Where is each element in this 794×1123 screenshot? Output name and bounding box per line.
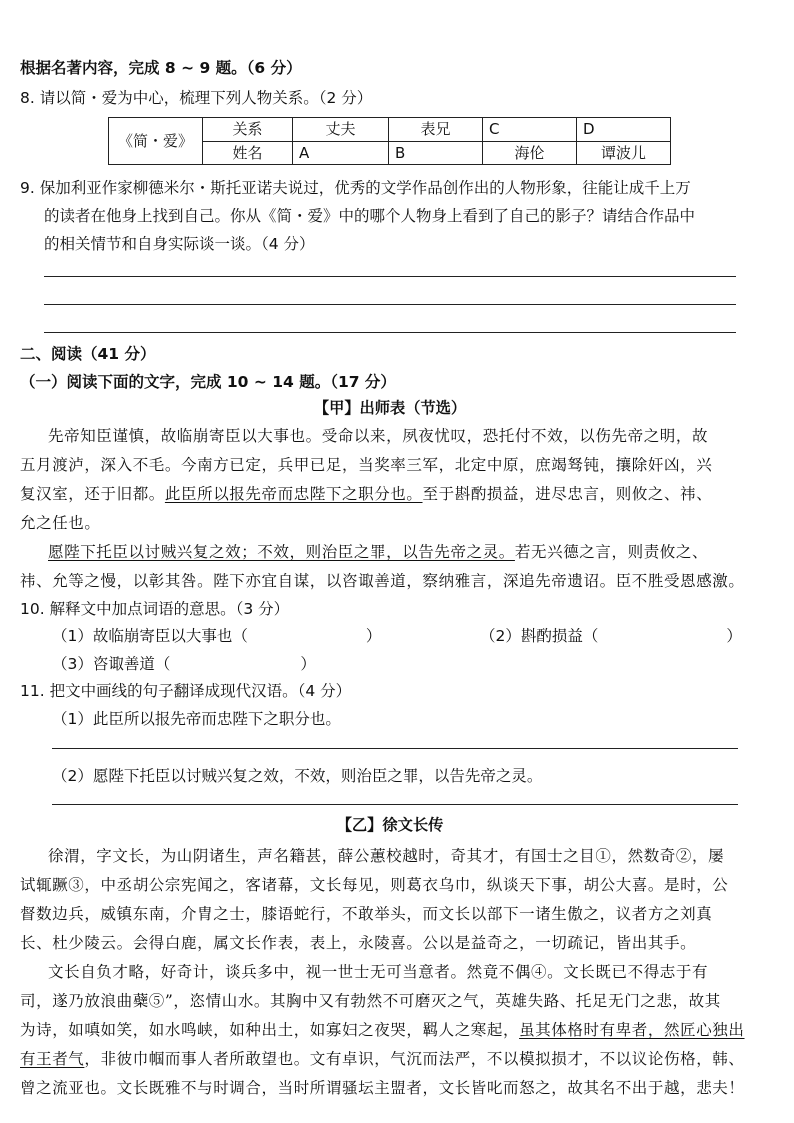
item-text: （3）咨诹善道（ xyxy=(52,655,171,673)
text-span: ，非彼巾帼而事人者所敢望也。文有卓识，气沉而法严，不以模拟损才，不以议论伤格，韩、 xyxy=(84,1050,745,1068)
text-span: 至于斟酌损益，进尽忠言，则攸之、祎、 xyxy=(422,485,713,503)
passage-yi-line: 文长自负才略，好奇计，谈兵多中，视一世士无可当意者。然竟不偶④。文长既已不得志于有 xyxy=(48,963,709,981)
passage-jia-title: 【甲】出师表（节选） xyxy=(313,399,467,417)
table-cell: 关系 xyxy=(203,118,293,142)
passage-yi-line: 督数边兵，威镇东南，介胄之士，膝语蛇行，不敢举头，而文长以部下一诸生傲之，议者方之刘真 xyxy=(20,905,713,923)
item-text: ） xyxy=(726,627,742,645)
passage-yi-line: 曾之流亚也。文长既雅不与时调合，当时所谓骚坛主盟者，文长皆叱而怒之，故其名不出于越，悲夫！ xyxy=(20,1079,745,1097)
question-11-sentence-2: （2）愿陛下托臣以讨贼兴复之效，不效，则治臣之罪，以告先帝之灵。 xyxy=(52,767,543,785)
table-cell: A xyxy=(292,141,388,165)
table-cell: 谭波儿 xyxy=(576,141,670,165)
question-9-line: 9. 保加利亚作家柳德米尔・斯托亚诺夫说过，优秀的文学作品创作出的人物形象，往能让成千上万 xyxy=(20,179,691,197)
section-2-heading: 二、阅读（41 分） xyxy=(20,345,156,363)
text-span: 为诗，如嗔如笑，如水鸣峡，如种出土，如寡妇之夜哭，羁人之寒起， xyxy=(20,1021,520,1039)
question-10-stem: 10. 解释文中加点词语的意思。（3 分） xyxy=(20,600,290,618)
item-text: （2）斟酌损益（ xyxy=(480,627,599,645)
question-9-line: 的读者在他身上找到自己。你从《简・爱》中的哪个人物身上看到了自己的影子？请结合作品中 xyxy=(44,207,696,225)
answer-line[interactable] xyxy=(44,332,736,333)
answer-line[interactable] xyxy=(52,804,738,805)
table-cell: B xyxy=(388,141,482,165)
question-11-stem: 11. 把文中画线的句子翻译成现代汉语。（4 分） xyxy=(20,682,352,700)
passage-yi-line: 长、杜少陵云。会得白鹿，属文长作表，表上，永陵喜。公以是益奇之，一切疏记，皆出其手。 xyxy=(20,934,697,952)
part-1-heading: （一）阅读下面的文字，完成 10 ~ 14 题。（17 分） xyxy=(20,373,396,391)
passage-yi-line: 试辄蹶③，中丞胡公宗宪闻之，客诸幕，文长每见，则葛衣乌巾，纵谈天下事，胡公大喜。是时，公 xyxy=(20,876,729,894)
passage-yi-line xyxy=(20,1020,745,1040)
answer-line[interactable] xyxy=(44,304,736,305)
passage-jia-line: 先帝知臣谨慎，故临崩寄臣以大事也。受命以来，夙夜忧叹，恐托付不效，以伤先帝之明，故 xyxy=(48,427,709,445)
underlined-sentence: 此臣所以报先帝而忠陛下之职分也。 xyxy=(164,485,423,503)
underlined-sentence: 有王者气 xyxy=(20,1050,85,1068)
item-text: ） xyxy=(365,627,382,645)
text-span: 复汉室，还于旧都。 xyxy=(20,485,165,503)
table-cell: 姓名 xyxy=(203,141,293,165)
question-10-item-1 xyxy=(52,626,381,646)
table-cell: 表兄 xyxy=(388,118,482,142)
passage-yi-line: 司，遂乃放浪曲蘗⑤”，恣情山水。其胸中又有勃然不可磨灭之气，英雄失路、托足无门之悲，故其 xyxy=(20,992,721,1010)
question-11-sentence-1: （1）此臣所以报先帝而忠陛下之职分也。 xyxy=(52,710,341,728)
item-text: （1）故临崩寄臣以大事也（ xyxy=(52,627,248,645)
question-9-line: 的相关情节和自身实际谈一谈。（4 分） xyxy=(44,235,315,253)
passage-yi-line: 徐渭，字文长，为山阴诸生，声名籍甚，薛公蕙校越时，奇其才，有国士之目①，然数奇②，屡 xyxy=(48,847,725,865)
text-span: 若无兴德之言，则责攸之、 xyxy=(514,543,709,561)
passage-jia-line xyxy=(20,484,712,504)
passage-jia-line: 五月渡泸，深入不毛。今南方已定，兵甲已足，当奖率三军，北定中原，庶竭驽钝，攘除奸凶，兴 xyxy=(20,456,713,474)
table-cell: 海伦 xyxy=(482,141,576,165)
answer-line[interactable] xyxy=(44,276,736,277)
passage-jia-line xyxy=(48,542,708,562)
passage-jia-line: 允之任也。 xyxy=(20,514,101,532)
passage-yi-line xyxy=(20,1049,745,1069)
table-cell: 丈夫 xyxy=(292,118,388,142)
underlined-sentence: 愿陛下托臣以讨贼兴复之效；不效，则治臣之罪，以告先帝之灵。 xyxy=(48,543,515,561)
item-text: ） xyxy=(300,655,316,673)
underlined-sentence: 虽其体格时有卑者，然匠心独出 xyxy=(519,1021,745,1039)
passage-yi-title: 【乙】徐文长传 xyxy=(336,816,444,834)
passage-jia-line: 祎、允等之慢，以彰其咎。陛下亦宜自谋，以咨诹善道，察纳雅言，深追先帝遗诏。臣不胜受恩感激。 xyxy=(20,572,745,590)
question-10-item-3 xyxy=(52,654,316,674)
question-10-item-2 xyxy=(480,626,742,646)
character-relation-table xyxy=(108,117,671,165)
table-cell: D xyxy=(576,118,670,142)
table-book-cell: 《简・爱》 xyxy=(109,118,203,165)
answer-line[interactable] xyxy=(52,748,738,749)
question-8-stem: 8. 请以简・爱为中心，梳理下列人物关系。（2 分） xyxy=(20,89,373,107)
section-intro: 根据名著内容，完成 8 ~ 9 题。（6 分） xyxy=(20,59,302,77)
table-cell: C xyxy=(482,118,576,142)
